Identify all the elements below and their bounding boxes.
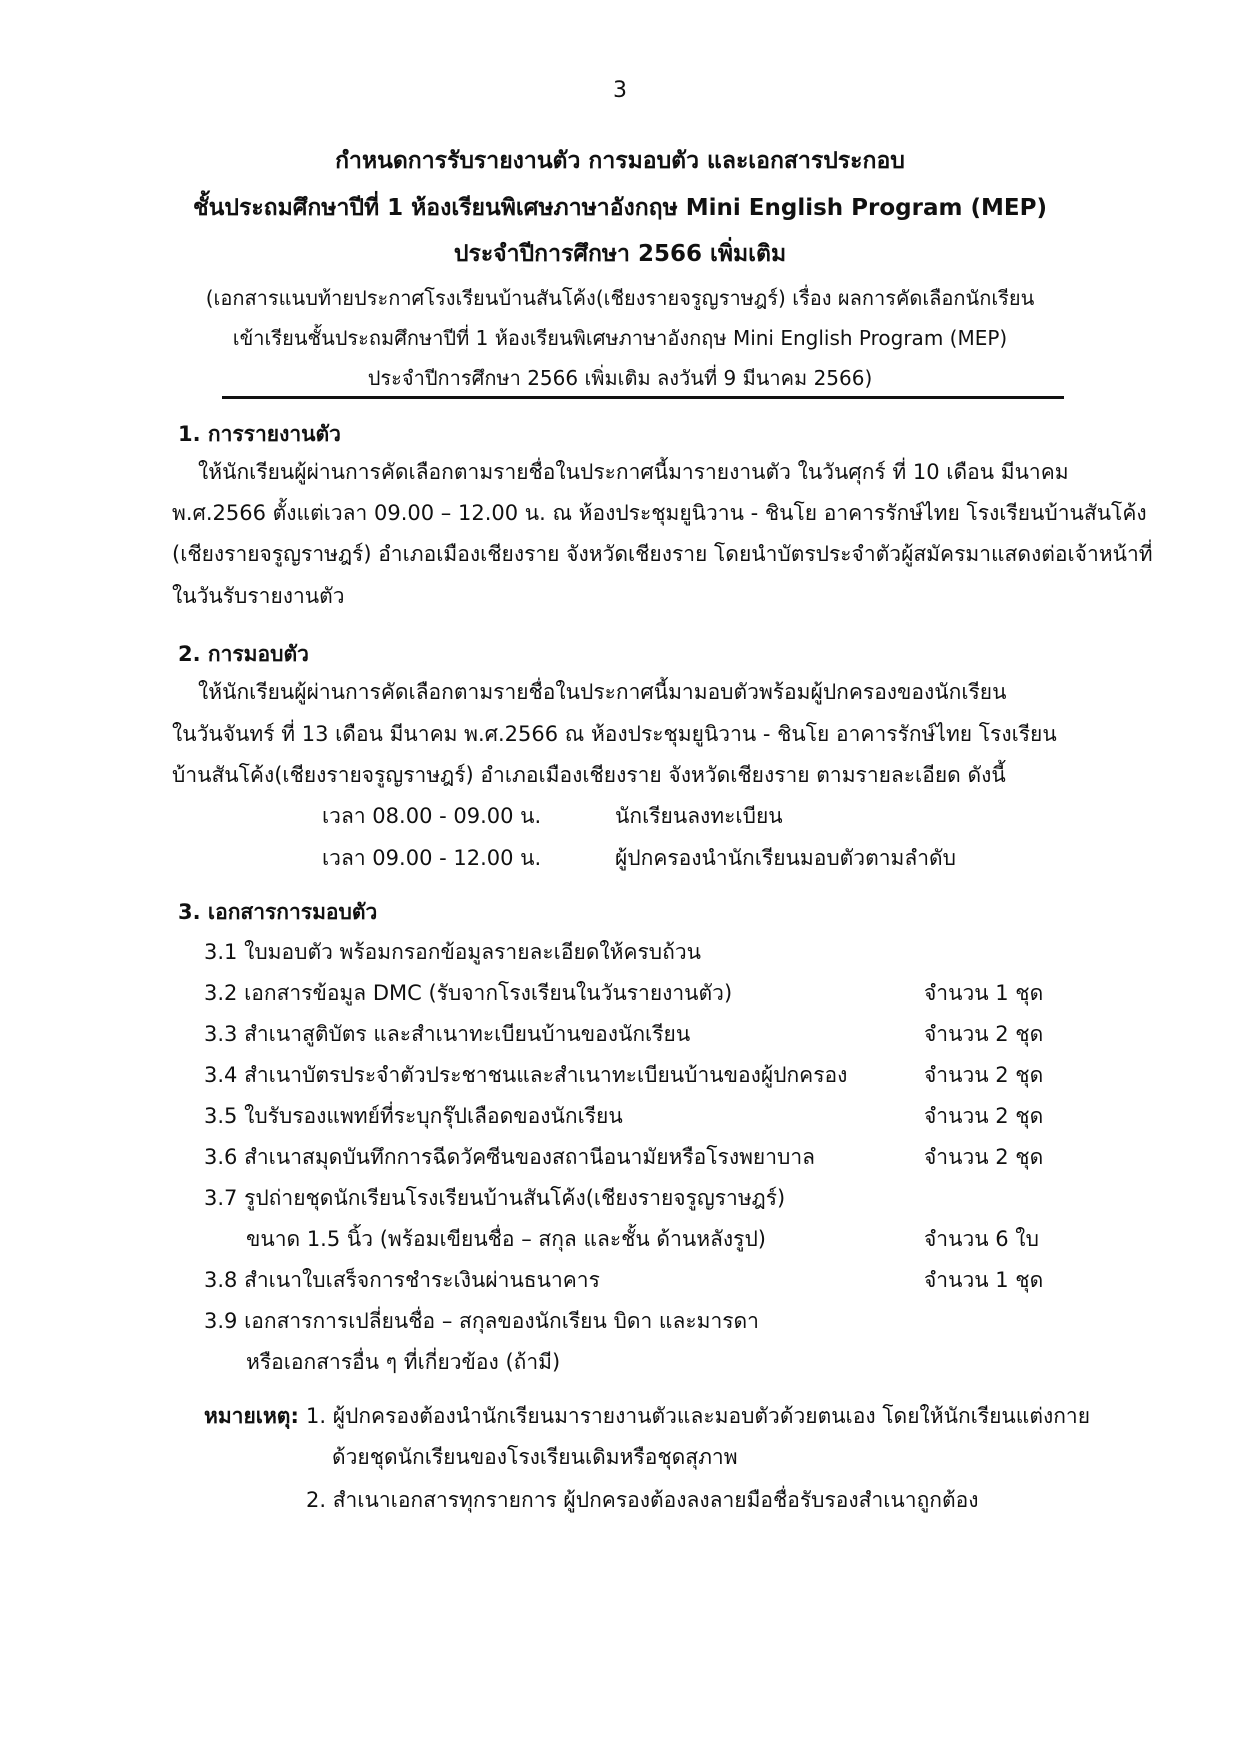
schedule-time: เวลา 09.00 - 12.00 น. — [322, 846, 542, 870]
document-item-continued: หรือเอกสารอื่น ๆ ที่เกี่ยวข้อง (ถ้ามี) — [246, 1350, 561, 1374]
section-1-line: พ.ศ.2566 ตั้งแต่เวลา 09.00 – 12.00 น. ณ ห้องประชุมยูนิวาน - ชินโย อาคารรักษ์ไทย โรงเรียนบ้านสันโค้ง — [172, 501, 1147, 525]
subtitle-line-3: ประจำปีการศึกษา 2566 เพิ่มเติม ลงวันที่ 9 มีนาคม 2566) — [367, 366, 873, 390]
document-item-quantity: จำนวน 2 ชุด — [924, 1104, 1044, 1128]
section-2-line: บ้านสันโค้ง(เชียงรายจรูญราษฎร์) อำเภอเมืองเชียงราย จังหวัดเชียงราย ตามรายละเอียด ดังนี้ — [172, 763, 1006, 787]
schedule-activity: นักเรียนลงทะเบียน — [615, 804, 783, 828]
subtitle-line-2: เข้าเรียนชั้นประถมศึกษาปีที่ 1 ห้องเรียนพิเศษภาษาอังกฤษ Mini English Program (MEP) — [232, 326, 1008, 350]
title-line-1: กำหนดการรับรายงานตัว การมอบตัว และเอกสารประกอบ — [335, 148, 905, 174]
document-item: 3.4 สำเนาบัตรประจำตัวประชาชนและสำเนาทะเบียนบ้านของผู้ปกครอง — [204, 1063, 848, 1087]
document-item: 3.5 ใบรับรองแพทย์ที่ระบุกรุ๊ปเลือดของนักเรียน — [204, 1104, 623, 1128]
divider-rule — [222, 396, 1064, 399]
note-label: หมายเหตุ: — [204, 1404, 299, 1428]
document-item: 3.1 ใบมอบตัว พร้อมกรอกข้อมูลรายละเอียดให้ครบถ้วน — [204, 940, 701, 964]
note-line: 2. สำเนาเอกสารทุกรายการ ผู้ปกครองต้องลงลายมือชื่อรับรองสำเนาถูกต้อง — [306, 1488, 979, 1512]
title-line-3: ประจำปีการศึกษา 2566 เพิ่มเติม — [453, 241, 787, 267]
document-item-quantity: จำนวน 1 ชุด — [924, 1268, 1044, 1292]
document-item-quantity: จำนวน 1 ชุด — [924, 981, 1044, 1005]
document-item-quantity: จำนวน 2 ชุด — [924, 1145, 1044, 1169]
title-line-2: ชั้นประถมศึกษาปีที่ 1 ห้องเรียนพิเศษภาษาอังกฤษ Mini English Program (MEP) — [193, 195, 1047, 221]
document-item-continued: ขนาด 1.5 นิ้ว (พร้อมเขียนชื่อ – สกุล และชั้น ด้านหลังรูป) — [246, 1227, 766, 1251]
document-item-quantity: จำนวน 2 ชุด — [924, 1022, 1044, 1046]
section-3-heading: 3. เอกสารการมอบตัว — [178, 900, 378, 924]
document-item: 3.3 สำเนาสูติบัตร และสำเนาทะเบียนบ้านของนักเรียน — [204, 1022, 691, 1046]
section-1-line: (เชียงรายจรูญราษฎร์) อำเภอเมืองเชียงราย จังหวัดเชียงราย โดยนำบัตรประจำตัวผู้สมัครมาแสดงต่อเจ้าหน้าที่ — [172, 542, 1153, 566]
section-2-line: ในวันจันทร์ ที่ 13 เดือน มีนาคม พ.ศ.2566 ณ ห้องประชุมยูนิวาน - ชินโย อาคารรักษ์ไทย โรงเรียน — [172, 722, 1057, 746]
schedule-time: เวลา 08.00 - 09.00 น. — [322, 804, 542, 828]
note-line: 1. ผู้ปกครองต้องนำนักเรียนมารายงานตัวและมอบตัวด้วยตนเอง โดยให้นักเรียนแต่งกาย — [306, 1404, 1091, 1428]
document-item: 3.9 เอกสารการเปลี่ยนชื่อ – สกุลของนักเรียน บิดา และมารดา — [204, 1309, 759, 1333]
document-item-quantity: จำนวน 2 ชุด — [924, 1063, 1044, 1087]
document-item: 3.2 เอกสารข้อมูล DMC (รับจากโรงเรียนในวันรายงานตัว) — [204, 981, 733, 1005]
section-1-heading: 1. การรายงานตัว — [178, 422, 341, 446]
document-item-quantity: จำนวน 6 ใบ — [924, 1227, 1039, 1251]
schedule-activity: ผู้ปกครองนำนักเรียนมอบตัวตามลำดับ — [615, 846, 956, 870]
document-item: 3.7 รูปถ่ายชุดนักเรียนโรงเรียนบ้านสันโค้ง(เชียงรายจรูญราษฎร์) — [204, 1186, 786, 1210]
note-line: ด้วยชุดนักเรียนของโรงเรียนเดิมหรือชุดสุภาพ — [332, 1445, 738, 1469]
section-2-line: ให้นักเรียนผู้ผ่านการคัดเลือกตามรายชื่อในประกาศนี้มามอบตัวพร้อมผู้ปกครองของนักเรียน — [198, 680, 1007, 704]
section-1-line: ให้นักเรียนผู้ผ่านการคัดเลือกตามรายชื่อในประกาศนี้มารายงานตัว ในวันศุกร์ ที่ 10 เดือน มีนาคม — [198, 460, 1069, 484]
page-number: 3 — [613, 78, 627, 103]
subtitle-line-1: (เอกสารแนบท้ายประกาศโรงเรียนบ้านสันโค้ง(เชียงรายจรูญราษฎร์) เรื่อง ผลการคัดเลือกนักเรียน — [205, 286, 1035, 310]
document-item: 3.8 สำเนาใบเสร็จการชำระเงินผ่านธนาคาร — [204, 1268, 600, 1292]
section-2-heading: 2. การมอบตัว — [178, 642, 309, 666]
document-item: 3.6 สำเนาสมุดบันทึกการฉีดวัคซีนของสถานีอนามัยหรือโรงพยาบาล — [204, 1145, 816, 1169]
section-1-line: ในวันรับรายงานตัว — [172, 584, 345, 608]
